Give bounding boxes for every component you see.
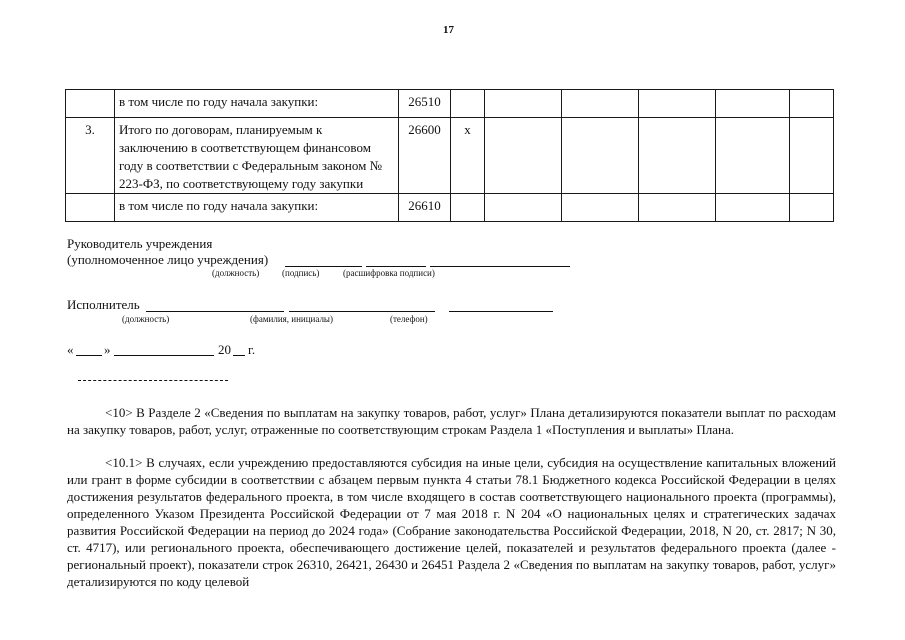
date-year-line	[233, 355, 245, 356]
plan-table	[65, 89, 834, 222]
head-title-line2: (уполномоченное лицо учреждения)	[67, 252, 269, 267]
row-code: 26610	[399, 194, 451, 222]
caption-exec-phone: (телефон)	[390, 314, 428, 324]
executor-phone-line	[449, 311, 553, 312]
decoding-signature-line	[430, 266, 570, 267]
signature-line	[366, 266, 426, 267]
table-cell	[485, 118, 562, 194]
position-signature-line	[285, 266, 362, 267]
footnote-10: <10> В Разделе 2 «Сведения по выплатам на закупку товаров, работ, услуг» Плана детализируются показатели выплат по расходам на закупку товаров, работ, услуг, отраженные по соответствующим строкам Раздела 1 «Поступления и выплаты» Плана.	[67, 405, 836, 437]
row-x-mark: x	[451, 118, 485, 194]
row-number	[66, 194, 115, 222]
table-cell	[790, 90, 834, 118]
date-open-quote: «	[67, 342, 74, 357]
table-cell	[562, 118, 639, 194]
executor-label: Исполнитель	[67, 297, 140, 312]
row-number: 3.	[66, 118, 115, 194]
executor-position-line	[146, 311, 284, 312]
table-row	[66, 90, 834, 118]
row-text: Итого по договорам, планируемым к заключению в соответствующем финансовом году в соответствии с Федеральным законом № 223-ФЗ, по соответствующему году закупки	[115, 118, 399, 194]
row-number	[66, 90, 115, 118]
date-month-line	[114, 355, 214, 356]
row-text: в том числе по году начала закупки:	[115, 194, 399, 222]
table-cell	[485, 194, 562, 222]
table-cell	[790, 194, 834, 222]
caption-exec-name: (фамилия, инициалы)	[250, 314, 333, 324]
row-text: в том числе по году начала закупки:	[115, 90, 399, 118]
caption-signature: (подпись)	[282, 268, 320, 278]
caption-exec-position: (должность)	[122, 314, 170, 324]
table-cell	[716, 90, 790, 118]
table-cell	[716, 194, 790, 222]
head-title-line1: Руководитель учреждения	[67, 236, 213, 251]
footnote-10-1: <10.1> В случаях, если учреждению предоставляются субсидия на иные цели, субсидия на осуществление капитальных вложений или грант в форме субсидии в соответствии с абзацем первым пункта 4 статьи 78.1 Бюджетного кодекса Российской Федерации в целях достижения результатов федерального проекта, в том числе входящего в состав соответствующего национального проекта (программы), определенного Указом Президента Российской Федерации от 7 мая 2018 г. N 204 «О национальных целях и стратегических задачах развития Российской Федерации на период до 2024 года» (Собрание законодательства Российской Федерации, 2018, N 20, ст. 2817; N 30, ст. 4717), или регионального проекта, обеспечивающего достижение целей, показателей и результатов федерального проекта (далее - региональный проект), показатели строк 26310, 26421, 26430 и 26451 Раздела 2 «Сведения по выплатам на закупку товаров, работ, услуг» детализируются по коду целевой	[67, 455, 836, 589]
date-close-quote: »	[104, 342, 111, 357]
row-x-mark	[451, 194, 485, 222]
table-cell	[716, 118, 790, 194]
date-year-prefix: 20	[218, 342, 231, 357]
table-cell	[639, 118, 716, 194]
caption-decoding: (расшифровка подписи)	[343, 268, 435, 278]
date-year-suffix: г.	[248, 342, 256, 357]
row-code: 26510	[399, 90, 451, 118]
table-cell	[639, 90, 716, 118]
row-code: 26600	[399, 118, 451, 194]
table-cell	[485, 90, 562, 118]
executor-name-line	[289, 311, 435, 312]
caption-position: (должность)	[212, 268, 260, 278]
table-cell	[562, 194, 639, 222]
row-x-mark	[451, 90, 485, 118]
table-cell	[639, 194, 716, 222]
page-number: 17	[443, 24, 454, 36]
date-day-line	[76, 355, 102, 356]
table-row	[66, 194, 834, 222]
table-cell	[790, 118, 834, 194]
table-cell	[562, 90, 639, 118]
table-row	[66, 118, 834, 194]
footnote-separator	[78, 380, 228, 381]
